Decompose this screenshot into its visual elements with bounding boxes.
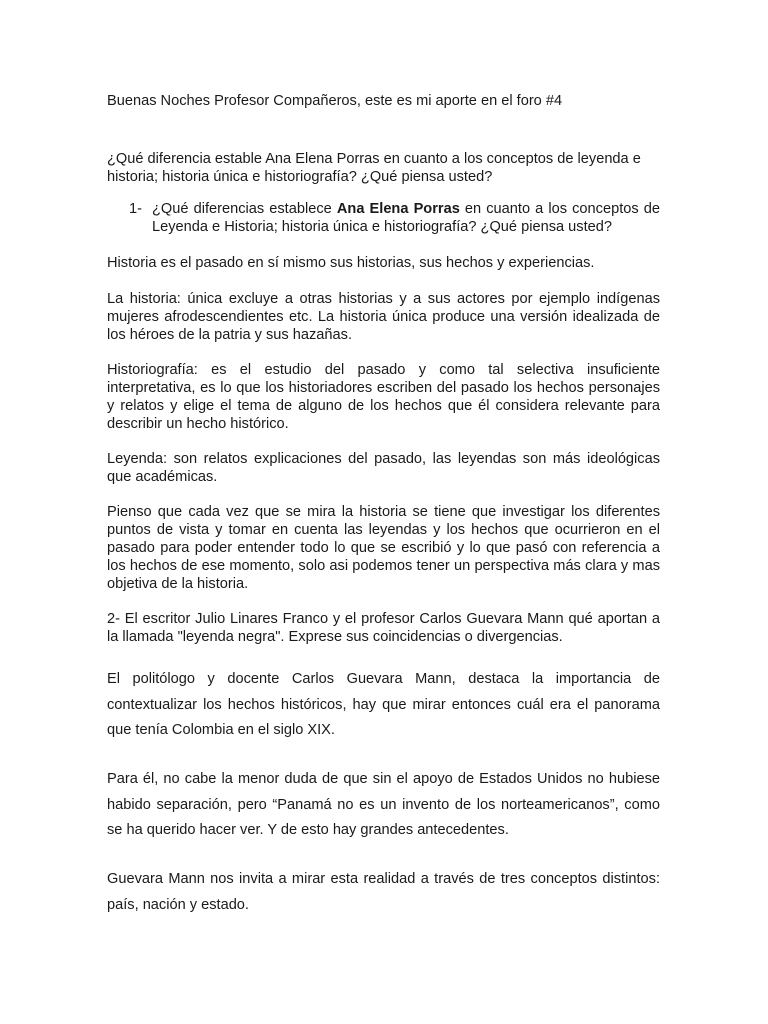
paragraph-guevara-mann: El politólogo y docente Carlos Guevara Mann, destaca la importancia de contextualizar los hechos históricos, hay que mirar entonces cuál era el panorama que tenía Colombia en el siglo XIX.: [107, 671, 660, 738]
author-name-bold: Ana Elena Porras: [336, 201, 460, 217]
question-text-end: en cuanto a los conceptos de Leyenda e Historia; historia única e historiografía? ¿Qué piensa usted?: [152, 201, 660, 235]
list-number: 1-: [129, 201, 142, 217]
document-page: [107, 0, 660, 1024]
question-2: 2- El escritor Julio Linares Franco y el profesor Carlos Guevara Mann qué aportan a la llamada "leyenda negra". Exprese sus coincidencias o divergencias.: [107, 611, 660, 645]
forum-question: ¿Qué diferencia estable Ana Elena Porras en cuanto a los conceptos de leyenda e historia; historia única e historiografía? ¿Qué piensa usted?: [107, 151, 641, 185]
paragraph-historiografia: Historiografía: es el estudio del pasado y como tal selectiva insuficiente interpretativa, es lo que los historiadores escriben del pasado los hechos personajes y relatos y elige el tema de alguno de los hechos que él considera relevante para describir un hecho histórico.: [107, 362, 660, 432]
paragraph-panama: Para él, no cabe la menor duda de que sin el apoyo de Estados Unidos no hubiese habido separación, pero “Panamá no es un invento de los norteamericanos”, como se ha querido hacer ver. Y de esto hay grandes antecedentes.: [107, 771, 660, 838]
question-text-start: ¿Qué diferencias establece: [152, 201, 337, 217]
paragraph-historia-unica: La historia: única excluye a otras historias y a sus actores por ejemplo indígenas mujeres afrodescendientes etc. La historia única produce una versión idealizada de los héroes de la patria y sus hazañas.: [107, 291, 660, 343]
paragraph-opinion: Pienso que cada vez que se mira la historia se tiene que investigar los diferentes puntos de vista y tomar en cuenta las leyendas y los hechos que ocurrieron en el pasado para poder entender todo lo que se escribió y lo que pasó con referencia a los hechos de ese momento, solo asi podemos tener un perspectiva más clara y mas objetiva de la historia.: [107, 504, 660, 592]
numbered-question-text: [152, 200, 660, 236]
paragraph-leyenda: Leyenda: son relatos explicaciones del pasado, las leyendas son más ideológicas que académicas.: [107, 451, 660, 485]
paragraph-historia: Historia es el pasado en sí mismo sus historias, sus hechos y experiencias.: [107, 255, 595, 271]
greeting-line: Buenas Noches Profesor Compañeros, este es mi aporte en el foro #4: [107, 93, 563, 109]
paragraph-conceptos: Guevara Mann nos invita a mirar esta realidad a través de tres conceptos distintos: país, nación y estado.: [107, 871, 660, 913]
